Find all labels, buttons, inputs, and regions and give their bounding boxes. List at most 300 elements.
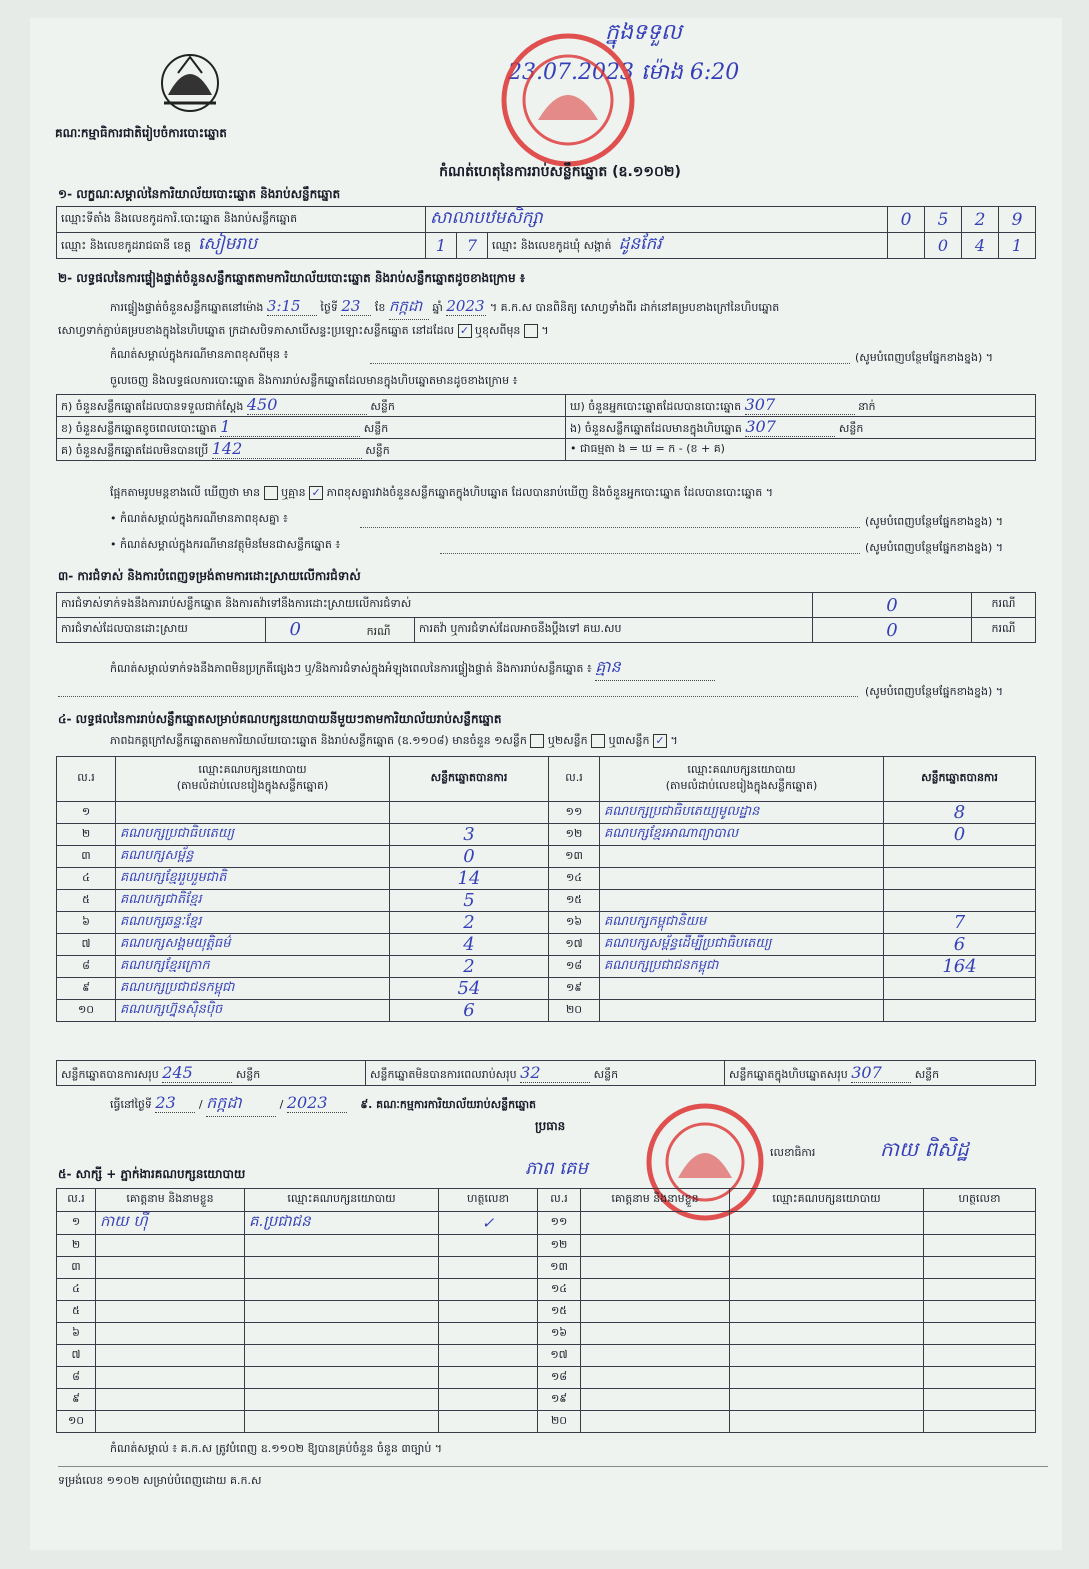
party-cell (600, 846, 884, 868)
official-seal-icon (498, 30, 638, 170)
secretary-name: កាយ ពិសិដ្ឋ (880, 1137, 969, 1161)
party-cell (245, 1345, 439, 1367)
no-cell: ១ (57, 1212, 96, 1235)
total-box-value: 307 (851, 1063, 911, 1083)
no-cell: ៩ (57, 1389, 96, 1411)
sign-cell (439, 1411, 538, 1433)
party-cell (730, 1257, 924, 1279)
day-value: 23 (341, 297, 371, 316)
committee-name: គណៈកម្មាធិការជាតិរៀបចំការបោះឆ្នោត (55, 126, 227, 140)
no-cell: ២០ (538, 1411, 581, 1433)
objection-row2-unit: ករណី (366, 625, 391, 638)
witness-row (57, 1389, 1036, 1411)
total-valid-unit: សន្លឹក (235, 1067, 261, 1081)
col-votes-left: សន្លឹកឆ្នោតបានការ (390, 757, 549, 802)
party-row (57, 868, 1036, 890)
bullet-diff-dotted (360, 527, 860, 528)
no-cell: ១៨ (549, 956, 600, 978)
sign-cell (439, 1367, 538, 1389)
party-cell: គណបក្សសង្គមយុត្តិធម៌ (116, 934, 390, 956)
votes-cell: 4 (390, 934, 549, 956)
party-cell (730, 1411, 924, 1433)
ballot-count-table (56, 394, 1036, 461)
party-row (57, 890, 1036, 912)
no-cell: ៥ (57, 1301, 96, 1323)
party-cell: គណបក្សខ្មែររួបរួមជាតិ (116, 868, 390, 890)
bullet-diff: • កំណត់សម្គាល់ក្នុងករណីមានភាពខុសគ្នា ៖ (110, 512, 288, 525)
name-cell (581, 1345, 730, 1367)
party-cell (245, 1411, 439, 1433)
sign-cell (924, 1367, 1036, 1389)
name-cell (96, 1411, 245, 1433)
sign-cell (924, 1301, 1036, 1323)
no-cell: ៤ (57, 1279, 96, 1301)
col-no-left: ល.រ (57, 757, 116, 802)
bullet-object: • កំណត់សម្គាល់ក្នុងករណីមានវត្ថុមិនមែនជាសន្លឹកឆ្នោត ៖ (110, 538, 341, 551)
ko-label: គ) ចំនួនសន្លឹកឆ្នោតដែលមិនបានប្រើ (61, 444, 209, 457)
total-box-label: សន្លឹកឆ្នោតក្នុងហិបឆ្នោតសរុប (729, 1067, 848, 1081)
sign-cell (924, 1257, 1036, 1279)
kha-value: 1 (220, 417, 360, 437)
no-cell: ១៦ (538, 1323, 581, 1345)
fill-more-1: (សូមបំពេញបន្ថែមផ្នែកខាងខ្នង) ។ (855, 351, 994, 364)
section4-heading: ៤- លទ្ធផលនៃការរាប់សន្លឹកឆ្នោតសម្រាប់គណបក្សនយោបាយនីមួយៗតាមការិយាល័យរាប់សន្លឹកឆ្នោត (58, 712, 502, 726)
no-cell: ១១ (549, 802, 600, 824)
president-label: ប្រធាន (535, 1119, 566, 1133)
compare-line-c: ភាពខុសគ្នារវាងចំនួនសន្លឹកឆ្នោតក្នុងហិបឆ្នោត ដែលបានរាប់ឃើញ និងចំនួនអ្នកបោះឆ្នោត ដែលបានបោះឆ្នោត ។ (326, 486, 773, 499)
sign-cell: ✓ (439, 1212, 538, 1235)
row-ko (57, 439, 566, 461)
total-box (725, 1061, 1036, 1086)
no-cell: ១០ (57, 1411, 96, 1433)
commune-value: ដូនកែវ (618, 234, 662, 254)
verification-time-tail: ។ គ.ក.ស បានពិនិត្យ សោហ្វទាំងពីរ ដាក់នៅគម្របខាងក្រៅនៃហិបឆ្នោត (489, 301, 780, 314)
received-datetime: 23.07.2023 ម៉ោង 6:20 (508, 60, 740, 85)
party-cell: គណបក្សសម្ព័ន្ធដើម្បីប្រជាធិបតេយ្យ (600, 934, 884, 956)
no-cell: ១៩ (549, 978, 600, 1000)
done-date-month: កក្កដា (206, 1092, 276, 1117)
sign-cell (439, 1323, 538, 1345)
party-cell (245, 1279, 439, 1301)
sign-cell (439, 1301, 538, 1323)
sign-cell (439, 1235, 538, 1257)
fill-more-3: (សូមបំពេញបន្ថែមផ្នែកខាងខ្នង) ។ (865, 541, 1004, 554)
month-value: កក្កដា (389, 297, 429, 320)
no-cell: ៣ (57, 846, 116, 868)
location-code-4: 9 (999, 207, 1036, 233)
no-cell: ១៤ (538, 1279, 581, 1301)
name-cell (581, 1367, 730, 1389)
party-row (57, 956, 1036, 978)
witness-row (57, 1367, 1036, 1389)
name-cell (96, 1301, 245, 1323)
no-cell: ១១ (538, 1212, 581, 1235)
received-note: ក្នុងទទួល (605, 20, 682, 45)
note-dotted-1 (370, 363, 850, 364)
party-cell (730, 1323, 924, 1345)
location-label: ឈ្មោះទីតាំង និងលេខកូដការិ.បោះឆ្នោត និងរាប់សន្លឹកឆ្នោត (57, 207, 426, 233)
national-emblem-icon (150, 43, 230, 123)
objection-row2b-value: 0 (813, 618, 972, 643)
objection-table (56, 592, 1036, 643)
party-cell: គណបក្សខ្មែរក្រោក (116, 956, 390, 978)
party-row (57, 934, 1036, 956)
votes-cell (884, 846, 1036, 868)
section4-intro-text: ភាពឯកត្តក្រៅសន្លឹកឆ្នោតតាមការិយាល័យបោះឆ្នោត និងរាប់សន្លឹកឆ្នោត (ឧ.១១០៨) មានចំនួន ១សន្លឹក (110, 734, 527, 747)
no-cell: ៩ (57, 978, 116, 1000)
fill-more-4: (សូមបំពេញបន្ថែមផ្នែកខាងខ្នង) ។ (865, 685, 1004, 698)
party-cell: គណបក្សឆន្ទៈខ្មែរ (116, 912, 390, 934)
party-results-body (57, 802, 1036, 1022)
sheet-3-checkbox[interactable]: ✓ (653, 734, 667, 748)
name-cell (581, 1301, 730, 1323)
witness-row (57, 1323, 1036, 1345)
w-col-party-right: ឈ្មោះគណបក្សនយោបាយ (730, 1189, 924, 1212)
kho-unit: នាក់ (858, 400, 876, 413)
votes-cell (884, 1000, 1036, 1022)
irregularity-note-label: កំណត់សម្គាល់ទាក់ទងនឹងភាពមិនប្រក្រតីផ្សេងៗ ឬ/និងការជំទាស់ក្នុងអំឡុងពេលនៃការផ្ទៀងផ្ទាត់ និងការរាប់សន្លឹកឆ្នោត ៖ (110, 662, 592, 675)
name-cell (96, 1389, 245, 1411)
votes-cell: 7 (884, 912, 1036, 934)
sheet-2-label: ឬ២សន្លឹក (547, 734, 588, 747)
form-title: កំណត់ហេតុនៃការរាប់សន្លឹកឆ្នោត (ឧ.១១០២) (439, 164, 681, 180)
president-name: ភាព គេម (525, 1158, 588, 1179)
party-row (57, 1000, 1036, 1022)
sign-cell (924, 1323, 1036, 1345)
done-date-day: 23 (155, 1093, 195, 1113)
done-date-year: 2023 (287, 1093, 347, 1113)
sign-cell (924, 1279, 1036, 1301)
w-col-sign-left: ហត្ថលេខា (439, 1189, 538, 1212)
party-cell (245, 1235, 439, 1257)
w-col-sign-right: ហត្ថលេខា (924, 1189, 1036, 1212)
diff-no-checkbox[interactable]: ✓ (309, 486, 323, 500)
party-cell (730, 1235, 924, 1257)
province-label (57, 233, 426, 259)
party-cell: គណបក្សប្រជាជនកម្ពុជា (600, 956, 884, 978)
sign-cell (439, 1345, 538, 1367)
done-date-label: ធ្វើនៅថ្ងៃទី (110, 1098, 152, 1111)
party-cell: គណបក្សប្រជាធិបតេយ្យមូលដ្ឋាន (600, 802, 884, 824)
total-valid-label: សន្លឹកឆ្នោតបានការសរុប (61, 1067, 159, 1081)
name-cell (96, 1323, 245, 1345)
sheet-2-checkbox[interactable] (591, 734, 605, 748)
col-party-right-sub: (តាមលំដាប់លេខរៀងក្នុងសន្លឹកឆ្នោត) (665, 779, 818, 792)
col-party-left-sub: (តាមលំដាប់លេខរៀងក្នុងសន្លឹកឆ្នោត) (176, 779, 329, 792)
ko-unit: សន្លឹក (365, 444, 390, 457)
ng-label: ង) ចំនួនសន្លឹកឆ្នោតដែលមានក្នុងហិបឆ្នោត (570, 422, 742, 435)
no-cell: ១៣ (538, 1257, 581, 1279)
sheet-3-label: ឬ៣សន្លឹក (608, 734, 650, 747)
total-invalid-unit: សន្លឹក (593, 1067, 619, 1081)
votes-cell: 5 (390, 890, 549, 912)
sign-cell (924, 1235, 1036, 1257)
kho-value: 307 (745, 395, 855, 415)
total-valid-value: 245 (162, 1063, 232, 1083)
objection-row2b-unit: ករណី (972, 618, 1036, 643)
votes-cell: 6 (390, 1000, 549, 1022)
irregularity-note-value: គ្មាន (595, 656, 715, 681)
name-cell (581, 1235, 730, 1257)
votes-cell: 14 (390, 868, 549, 890)
witness-table (56, 1188, 1036, 1433)
party-cell: គណបក្សប្រជាធិបតេយ្យ (116, 824, 390, 846)
seal-wrong-label: ឬខុសពីមុន (475, 324, 521, 337)
party-cell: គ.ប្រជាជន (245, 1212, 439, 1235)
no-cell: ៧ (57, 1345, 96, 1367)
party-cell (245, 1367, 439, 1389)
year-label: ឆ្នាំ (432, 301, 443, 314)
province-value: សៀមរាប (198, 234, 258, 254)
total-box-unit: សន្លឹក (914, 1067, 940, 1081)
votes-cell: 2 (390, 912, 549, 934)
sign-cell (924, 1345, 1036, 1367)
total-invalid-value: 32 (520, 1063, 590, 1083)
w-col-no-left: ល.រ (57, 1189, 96, 1212)
witness-row (57, 1345, 1036, 1367)
footnote: កំណត់សម្គាល់ ៖ គ.ក.ស ត្រូវបំពេញ ឧ.១១០២ ឱ្យបានគ្រប់ចំនួន ចំនួន ៣ច្បាប់ ។ (110, 1442, 443, 1455)
no-cell: ១៨ (538, 1367, 581, 1389)
votes-cell (884, 868, 1036, 890)
col-votes-right: សន្លឹកឆ្នោតបានការ (884, 757, 1036, 802)
party-cell (730, 1212, 924, 1235)
sheet-1-checkbox[interactable] (530, 734, 544, 748)
kha-unit: សន្លឹក (363, 422, 389, 435)
party-row (57, 802, 1036, 824)
party-row (57, 978, 1036, 1000)
ka-label: ក) ចំនួនសន្លឹកឆ្នោតដែលបានទទួលជាក់ស្តែង (61, 400, 244, 413)
party-cell (600, 978, 884, 1000)
name-cell (96, 1345, 245, 1367)
formula: • ជាធម្មតា ង = ឃ = ក - (ខ + គ) (566, 439, 1036, 461)
name-cell: កាយ ហ៊ី (96, 1212, 245, 1235)
col-party-right (600, 757, 884, 802)
party-cell (730, 1389, 924, 1411)
objection-row2-number: 0 (289, 619, 301, 640)
ka-value: 450 (247, 395, 367, 415)
section5-heading: ៥- សាក្សី + ភ្នាក់ងារគណបក្សនយោបាយ (58, 1167, 246, 1181)
footer: ទម្រង់លេខ ១១០២ សម្រាប់បំពេញដោយ គ.ក.ស (58, 1474, 262, 1487)
day-label: ថ្ងៃទី (320, 301, 338, 314)
party-cell (730, 1279, 924, 1301)
section3-heading: ៣- ការជំទាស់ និងការបំពេញទម្រង់តាមការដោះស្រាយលើការជំទាស់ (58, 569, 361, 583)
sign-cell (439, 1257, 538, 1279)
compare-line (110, 486, 773, 502)
name-cell (96, 1235, 245, 1257)
name-cell (96, 1257, 245, 1279)
section2-heading: ២- លទ្ធផលនៃការផ្ទៀងផ្ទាត់ចំនួនសន្លឹកឆ្នោតតាមការិយាល័យបោះឆ្នោត និងរាប់សន្លឹកឆ្នោតដូចខាងក្រោម ៖ (58, 271, 526, 285)
witness-row (57, 1212, 1036, 1235)
no-cell: ១៥ (538, 1301, 581, 1323)
bullet-object-dotted (440, 553, 860, 554)
votes-cell: 8 (884, 802, 1036, 824)
sign-cell (439, 1279, 538, 1301)
no-cell: ៤ (57, 868, 116, 890)
row-kha (57, 417, 566, 439)
name-cell (96, 1367, 245, 1389)
objection-row2b-label: ការតវ៉ា ឬការជំទាស់ដែលអាចនឹងប្តឹងទៅ គឃ.សប (415, 618, 813, 643)
no-cell: ៣ (57, 1257, 96, 1279)
no-cell: ១៩ (538, 1389, 581, 1411)
commune-code-1: 0 (925, 233, 962, 259)
no-cell: ១៧ (538, 1345, 581, 1367)
no-cell: ២ (57, 1235, 96, 1257)
irregularity-dotted (58, 696, 858, 697)
party-cell: គណបក្សជាតិខ្មែរ (116, 890, 390, 912)
sign-cell (924, 1411, 1036, 1433)
totals-table (56, 1060, 1036, 1086)
section1-table (56, 206, 1036, 259)
results-intro: ចួល​ចេញ និងលទ្ធផលការបោះឆ្នោត និងការរាប់សន្លឹកឆ្នោតដែលមានក្នុងហិបឆ្នោតមានដូចខាងក្រោម ៖ (110, 374, 518, 387)
no-cell: ១៧ (549, 934, 600, 956)
province-label-text: ឈ្មោះ និងលេខកូដរាជធានី ខេត្ត (61, 239, 191, 252)
party-cell: គណបក្សសម្ព័ន្ធ (116, 846, 390, 868)
party-cell: គណបក្សកម្ពុជានិយម (600, 912, 884, 934)
no-cell: ៦ (57, 1323, 96, 1345)
verification-time-label: ការផ្ទៀងផ្ទាត់ចំនួនសន្លឹកឆ្នោតនៅម៉ោង (110, 301, 264, 314)
objection-row2-value (266, 618, 415, 643)
objection-row1-value: 0 (813, 593, 972, 618)
w-col-party-left: ឈ្មោះគណបក្សនយោបាយ (245, 1189, 439, 1212)
w-col-no-right: ល.រ (538, 1189, 581, 1212)
compare-line-a: ផ្អែកតាមរូបមន្តខាងលើ ឃើញថា មាន (110, 486, 261, 499)
w-col-name-right: គោត្តនាម និងនាមខ្លួន (581, 1189, 730, 1212)
party-cell (600, 890, 884, 912)
no-cell: ៨ (57, 956, 116, 978)
party-row (57, 824, 1036, 846)
party-results-table (56, 756, 1036, 1022)
ng-unit: សន្លឹក (838, 422, 864, 435)
party-cell: គណបក្សខ្មែរអាណាព្យាបាល (600, 824, 884, 846)
party-cell (730, 1367, 924, 1389)
name-cell (581, 1212, 730, 1235)
commune-label-text: ឈ្មោះ និងលេខកូដឃុំ សង្កាត់ (492, 239, 612, 252)
votes-cell (884, 890, 1036, 912)
no-cell: ២០ (549, 1000, 600, 1022)
done-date: ធ្វើនៅថ្ងៃទី 23 / កក្កដា / 2023 ៩. គណៈកម្មការការិយាល័យរាប់សន្លឹកឆ្នោត (110, 1092, 536, 1117)
ko-value: 142 (212, 439, 362, 459)
party-cell (116, 802, 390, 824)
name-cell (581, 1389, 730, 1411)
sign-committee: ៩. គណៈកម្មការការិយាល័យរាប់សន្លឹកឆ្នោត (360, 1098, 537, 1111)
verification-time-line (110, 297, 779, 320)
name-cell (581, 1323, 730, 1345)
objection-row1-label: ការជំទាស់ទាក់ទងនឹងការរាប់សន្លឹកឆ្នោត និងការតវ៉ាទៅនឹងការដោះស្រាយលើការជំទាស់ (57, 593, 813, 618)
witness-row (57, 1235, 1036, 1257)
no-cell: ១៦ (549, 912, 600, 934)
footer-rule (58, 1466, 1048, 1467)
year-value: 2023 (446, 297, 485, 315)
witness-row (57, 1279, 1036, 1301)
party-cell (730, 1345, 924, 1367)
objection-row1-unit: ករណី (972, 593, 1036, 618)
party-cell (245, 1301, 439, 1323)
votes-cell: 3 (390, 824, 549, 846)
party-row (57, 912, 1036, 934)
no-cell: ២ (57, 824, 116, 846)
row-kho (566, 395, 1036, 417)
name-cell (96, 1279, 245, 1301)
ng-value: 307 (745, 417, 835, 437)
witness-row (57, 1301, 1036, 1323)
no-cell: ១ (57, 802, 116, 824)
party-cell: គណបក្សហ្វ៊ុនស៊ិនប៉ិច (116, 1000, 390, 1022)
location-code-3: 2 (962, 207, 999, 233)
party-cell (600, 1000, 884, 1022)
sign-cell (439, 1389, 538, 1411)
seal-line: សោហ្វទាក់ភ្ជាប់គម្របខាងក្នុងនៃហិបឆ្នោត ក្រដាសបិទភាសាបើសន្ទះប្រឡោះសន្លឹកឆ្នោត នៅដដែល ✓ ឬខុសពីមុន ។ (58, 324, 549, 337)
verification-time-value: 3:15 (267, 297, 317, 316)
fill-more-2: (សូមបំពេញបន្ថែមផ្នែកខាងខ្នង) ។ (865, 515, 1004, 528)
location-value: សាលាបឋមសិក្សា (426, 207, 888, 233)
no-cell: ១៤ (549, 868, 600, 890)
total-invalid (366, 1061, 725, 1086)
note-line-1: កំណត់សម្គាល់ក្នុងករណីមានភាពខុសពីមុន ៖ (110, 348, 289, 361)
seal-same-checkbox[interactable]: ✓ (458, 324, 472, 338)
month-label: ខែ (374, 301, 386, 314)
votes-cell (884, 978, 1036, 1000)
col-party-left-title: ឈ្មោះគណបក្សនយោបាយ (198, 763, 307, 776)
secretary-label: លេខាធិការ (770, 1146, 816, 1159)
row-ng (566, 417, 1036, 439)
ka-unit: សន្លឹក (370, 400, 395, 413)
no-cell: ១២ (538, 1235, 581, 1257)
votes-cell: 2 (390, 956, 549, 978)
total-invalid-label: សន្លឹកឆ្នោតមិនបានការពេលរាប់សរុប (370, 1067, 517, 1081)
no-cell: ១២ (549, 824, 600, 846)
location-code-1: 0 (888, 207, 925, 233)
no-cell: ៨ (57, 1367, 96, 1389)
compare-line-b: ឬគ្មាន (281, 486, 306, 499)
location-code-2: 5 (925, 207, 962, 233)
votes-cell: 0 (390, 846, 549, 868)
sign-cell (924, 1212, 1036, 1235)
col-no-right: ល.រ (549, 757, 600, 802)
section4-intro: ភាពឯកត្តក្រៅសន្លឹកឆ្នោតតាមការិយាល័យបោះឆ្នោត និងរាប់សន្លឹកឆ្នោត (ឧ.១១០៨) មានចំនួន ១សន្លឹក ឬ២សន្លឹក ឬ៣សន្លឹក ✓ ។ (110, 734, 678, 747)
party-cell (730, 1301, 924, 1323)
name-cell (581, 1411, 730, 1433)
col-party-left (116, 757, 390, 802)
w-col-name-left: គោត្តនាម និងនាមខ្លួន (96, 1189, 245, 1212)
diff-yes-checkbox[interactable] (264, 486, 278, 500)
witness-row (57, 1257, 1036, 1279)
party-row (57, 846, 1036, 868)
sign-cell (924, 1389, 1036, 1411)
party-cell (245, 1257, 439, 1279)
votes-cell: 0 (884, 824, 1036, 846)
commune-code-blank (888, 233, 925, 259)
irregularity-note (110, 656, 715, 681)
seal-line-text: សោហ្វទាក់ភ្ជាប់គម្របខាងក្នុងនៃហិបឆ្នោត ក្រដាសបិទភាសាបើសន្ទះប្រឡោះសន្លឹកឆ្នោត នៅដដែល (58, 324, 455, 337)
form-sheet (30, 18, 1062, 1550)
seal-wrong-checkbox[interactable] (524, 324, 538, 338)
no-cell: ១០ (57, 1000, 116, 1022)
objection-row2-label: ការជំទាស់ដែលបានដោះស្រាយ (57, 618, 266, 643)
name-cell (581, 1279, 730, 1301)
province-code-1: 1 (426, 233, 457, 259)
party-cell (245, 1323, 439, 1345)
no-cell: ១៥ (549, 890, 600, 912)
no-cell: ៦ (57, 912, 116, 934)
kho-label: ឃ) ចំនួនអ្នកបោះឆ្នោតដែលបានបោះឆ្នោត (570, 400, 742, 413)
province-code-2: 7 (457, 233, 488, 259)
votes-cell (390, 802, 549, 824)
no-cell: ៥ (57, 890, 116, 912)
votes-cell: 54 (390, 978, 549, 1000)
party-cell (600, 868, 884, 890)
commune-code-2: 4 (962, 233, 999, 259)
no-cell: ១៣ (549, 846, 600, 868)
